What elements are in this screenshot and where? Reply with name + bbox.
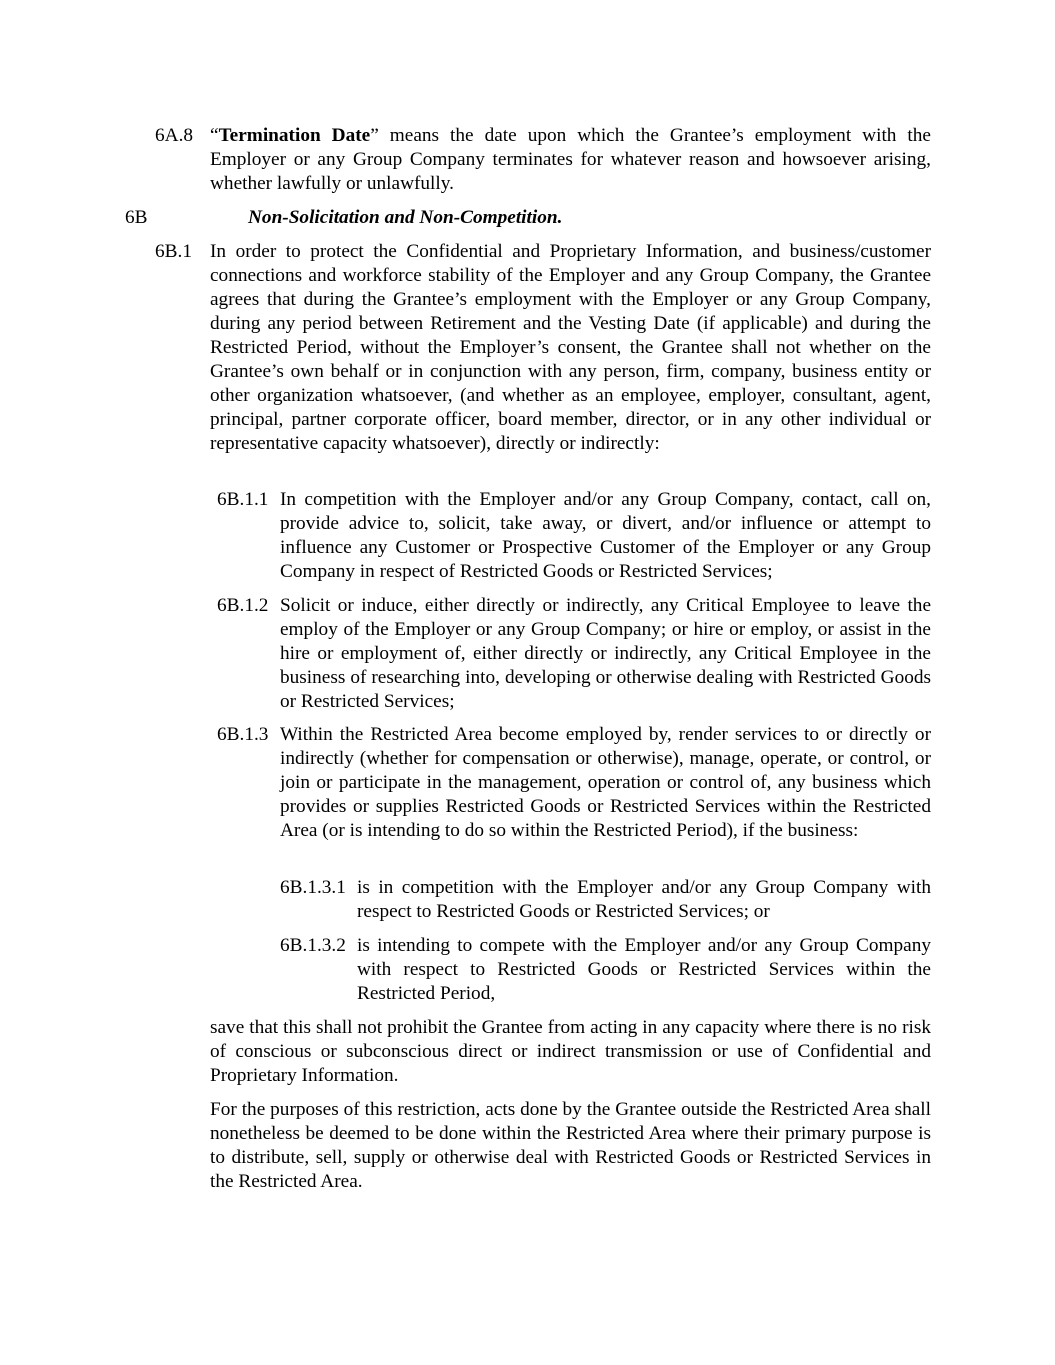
clause-number: 6B.1.3: [217, 724, 269, 745]
clause-number: 6B.1.2: [217, 595, 269, 616]
clause-number: 6A.8: [155, 125, 194, 146]
clause-number: 6B.1.1: [217, 489, 269, 510]
clause-text: [210, 124, 931, 196]
clause-number: 6B.1.3.1: [280, 877, 346, 898]
clause-text: is intending to compete with the Employer and/or any Group Company with respect to Restricted Goods or Restricted Services within the Restricted Period,: [357, 935, 931, 1004]
clause-number: 6B.1.3.2: [280, 935, 346, 956]
defined-term: Termination Date: [218, 125, 371, 146]
clause-text: Solicit or induce, either directly or indirectly, any Critical Employee to leave the employ of the Employer or any Group Company; or hire or employ, or assist in the hire or employment of, either directly or indirectly, any Critical Employee in the business of researching into, developing or otherwise dealing with Restricted Goods or Restricted Services;: [280, 595, 931, 712]
clause-text: Within the Restricted Area become employed by, render services to or directly or indirectly (whether for compensation or otherwise), manage, operate, or control, or join or participate in the management, operation or control of, any business which provides or supplies Restricted Goods or Restricted Services within the Restricted Area (or is intending to do so within the Restricted Period), if the business:: [280, 724, 931, 841]
clause-number: 6B: [125, 207, 148, 228]
clause-text: is in competition with the Employer and/or any Group Company with respect to Restricted Goods or Restricted Services; or: [357, 877, 931, 922]
clause-text: In order to protect the Confidential and Proprietary Information, and business/customer connections and workforce stability of the Employer and any Group Company, the Grantee agrees that during the Grantee’s employment with the Employer or any Group Company, during any period between Retirement and the Vesting Date (if applicable) and during the Restricted Period, without the Employer’s consent, the Grantee shall not whether on the Grantee’s own behalf or in conjunction with any person, firm, company, business entity or other organization whatsoever, (and whether as an employee, employer, consultant, agent, principal, partner corporate officer, board member, director, or in any other individual or representative capacity whatsoever), directly or indirectly:: [210, 241, 931, 454]
clause-text: In competition with the Employer and/or any Group Company, contact, call on, provide advice to, solicit, take away, or divert, and/or influence or attempt to influence any Customer or Prospective Customer of the Employer or any Group Company in respect of Restricted Goods or Restricted Services;: [280, 489, 931, 582]
paragraph-text: save that this shall not prohibit the Grantee from acting in any capacity where there is no risk of conscious or subconscious direct or indirect transmission or use of Confidential and Proprietary Information.: [210, 1017, 931, 1086]
definition-text: ” means the date upon which the Grantee’s employment with the Employer or any Group Company terminates for whatever reason and howsoever arising, whether lawfully or unlawfully.: [210, 125, 931, 194]
section-heading: Non-Solicitation and Non-Competition.: [248, 207, 563, 228]
paragraph-text: For the purposes of this restriction, acts done by the Grantee outside the Restricted Area shall nonetheless be deemed to be done within the Restricted Area where their primary purpose is to distribute, sell, supply or otherwise deal with Restricted Goods or Restricted Services in the Restricted Area.: [210, 1099, 931, 1192]
open-quote: “: [210, 125, 219, 146]
clause-number: 6B.1: [155, 241, 192, 262]
